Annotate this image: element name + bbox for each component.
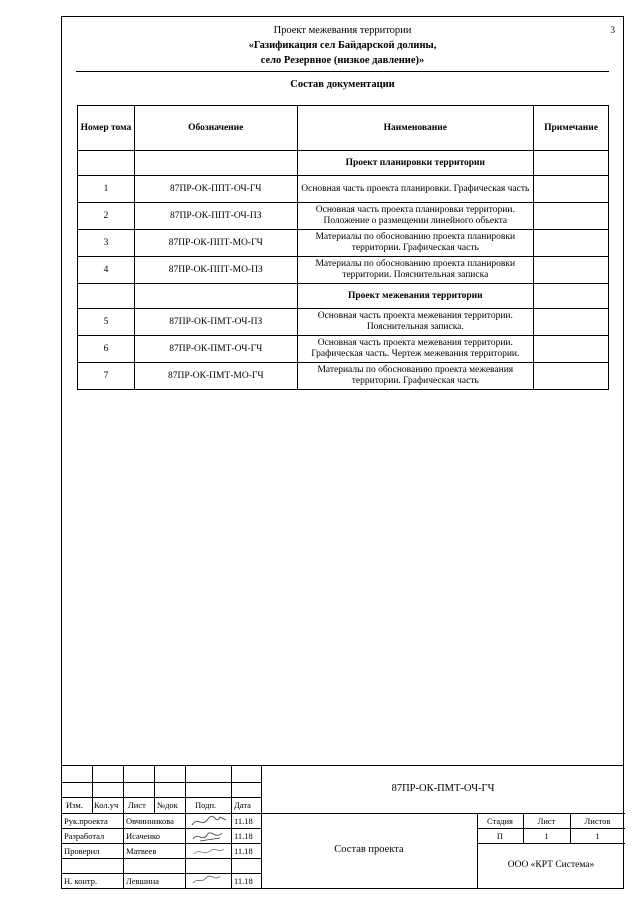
col-header-note: Примечание <box>534 106 609 151</box>
cell-name: Основная часть проекта межевания территории. Пояснительная записка. <box>297 309 533 336</box>
cell-note <box>534 176 609 203</box>
col-header-name: Наименование <box>297 106 533 151</box>
table-row <box>78 230 609 257</box>
section-empty-cell <box>534 284 609 309</box>
role-2: Проверил <box>64 846 100 856</box>
cell-name: Материалы по обоснованию проекта планировки территории. Пояснительная записка <box>297 257 533 284</box>
name-0: Овчинникова <box>126 816 174 826</box>
cell-name: Материалы по обоснованию проекта межевания территории. Графическая часть <box>297 363 533 390</box>
section-row <box>78 284 609 309</box>
section-row <box>78 151 609 176</box>
cell-num: 7 <box>78 363 135 390</box>
cell-code: 87ПР-ОК-ППТ-МО-ГЧ <box>134 230 297 257</box>
table-row <box>78 257 609 284</box>
header-line-3: село Резервное (низкое давление)» <box>260 55 425 66</box>
cell-name: Основная часть проекта планировки. Графическая часть <box>297 176 533 203</box>
cell-note <box>534 203 609 230</box>
sheet-value: 1 <box>544 831 549 841</box>
section-empty-cell <box>78 284 135 309</box>
contents-body <box>78 151 609 390</box>
cell-num: 3 <box>78 230 135 257</box>
cell-code: 87ПР-ОК-ППТ-МО-ПЗ <box>134 257 297 284</box>
cell-note <box>534 309 609 336</box>
name-1: Исаченко <box>126 831 160 841</box>
sheets-label: Листов <box>584 816 611 826</box>
name-2: Матвеев <box>126 846 157 856</box>
col-ndok: №док <box>157 800 178 810</box>
title-block-code: 87ПР-ОК-ПМТ-ОЧ-ГЧ <box>391 783 495 794</box>
table-header-row <box>78 106 609 151</box>
date-1: 11.18 <box>234 831 253 841</box>
table-row <box>78 176 609 203</box>
table-row <box>78 363 609 390</box>
page-number: 3 <box>610 25 615 35</box>
role-1: Разработал <box>64 831 105 841</box>
table-row <box>78 203 609 230</box>
cell-name: Основная часть проекта межевания территории. Графическая часть. Чертеж межевания территории. <box>297 336 533 363</box>
section-empty-cell <box>134 151 297 176</box>
section-empty-cell <box>134 284 297 309</box>
role-0: Рук.проекта <box>64 816 108 826</box>
header-line-1: Проект межевания территории <box>273 25 412 36</box>
company-name: ООО «КРТ Система» <box>507 860 595 870</box>
col-podp: Подп. <box>195 800 217 810</box>
cell-num: 2 <box>78 203 135 230</box>
col-kol-uch: Кол.уч <box>94 800 119 810</box>
col-izm: Изм. <box>66 800 83 810</box>
table-row <box>78 309 609 336</box>
col-date: Дата <box>234 800 251 810</box>
col-header-volume: Номер тома <box>78 106 135 151</box>
cell-num: 4 <box>78 257 135 284</box>
cell-code: 87ПР-ОК-ППТ-ОЧ-ПЗ <box>134 203 297 230</box>
signature-3 <box>190 872 228 886</box>
cell-code: 87ПР-ОК-ПМТ-ОЧ-ПЗ <box>134 309 297 336</box>
sheet-label: Лист <box>537 816 556 826</box>
header-rule <box>76 71 609 72</box>
section-empty-cell <box>78 151 135 176</box>
stage-label: Стадия <box>487 816 513 826</box>
header-line-2: «Газификация сел Байдарской долины, <box>248 40 437 51</box>
signature-1 <box>190 829 228 843</box>
cell-name: Основная часть проекта планировки территории. Положение о размещении линейного объекта <box>297 203 533 230</box>
name-3: Левшина <box>126 876 159 886</box>
cell-name: Материалы по обоснованию проекта планировки территории. Графическая часть <box>297 230 533 257</box>
cell-note <box>534 257 609 284</box>
contents-table <box>77 105 609 390</box>
signature-0 <box>190 814 228 828</box>
cell-num: 6 <box>78 336 135 363</box>
cell-num: 1 <box>78 176 135 203</box>
title-block-doc-name: Состав проекта <box>334 844 404 855</box>
date-3: 11.18 <box>234 876 253 886</box>
date-0: 11.18 <box>234 816 253 826</box>
section-title: Проект планировки территории <box>297 151 533 176</box>
cell-note <box>534 363 609 390</box>
signature-2 <box>190 844 228 858</box>
sheets-value: 1 <box>595 831 600 841</box>
cell-num: 5 <box>78 309 135 336</box>
cell-code: 87ПР-ОК-ПМТ-МО-ГЧ <box>134 363 297 390</box>
section-empty-cell <box>534 151 609 176</box>
cell-note <box>534 336 609 363</box>
cell-code: 87ПР-ОК-ППТ-ОЧ-ГЧ <box>134 176 297 203</box>
drawing-frame <box>61 16 624 889</box>
stage-value: П <box>496 831 504 841</box>
date-2: 11.18 <box>234 846 253 856</box>
col-list: Лист <box>128 800 146 810</box>
table-row <box>78 336 609 363</box>
document-title: Состав документации <box>290 79 395 90</box>
title-block <box>62 765 623 888</box>
section-title: Проект межевания территории <box>297 284 533 309</box>
cell-note <box>534 230 609 257</box>
project-header <box>62 23 623 68</box>
col-header-code: Обозначение <box>134 106 297 151</box>
role-3: Н. контр. <box>64 876 98 886</box>
cell-code: 87ПР-ОК-ПМТ-ОЧ-ГЧ <box>134 336 297 363</box>
